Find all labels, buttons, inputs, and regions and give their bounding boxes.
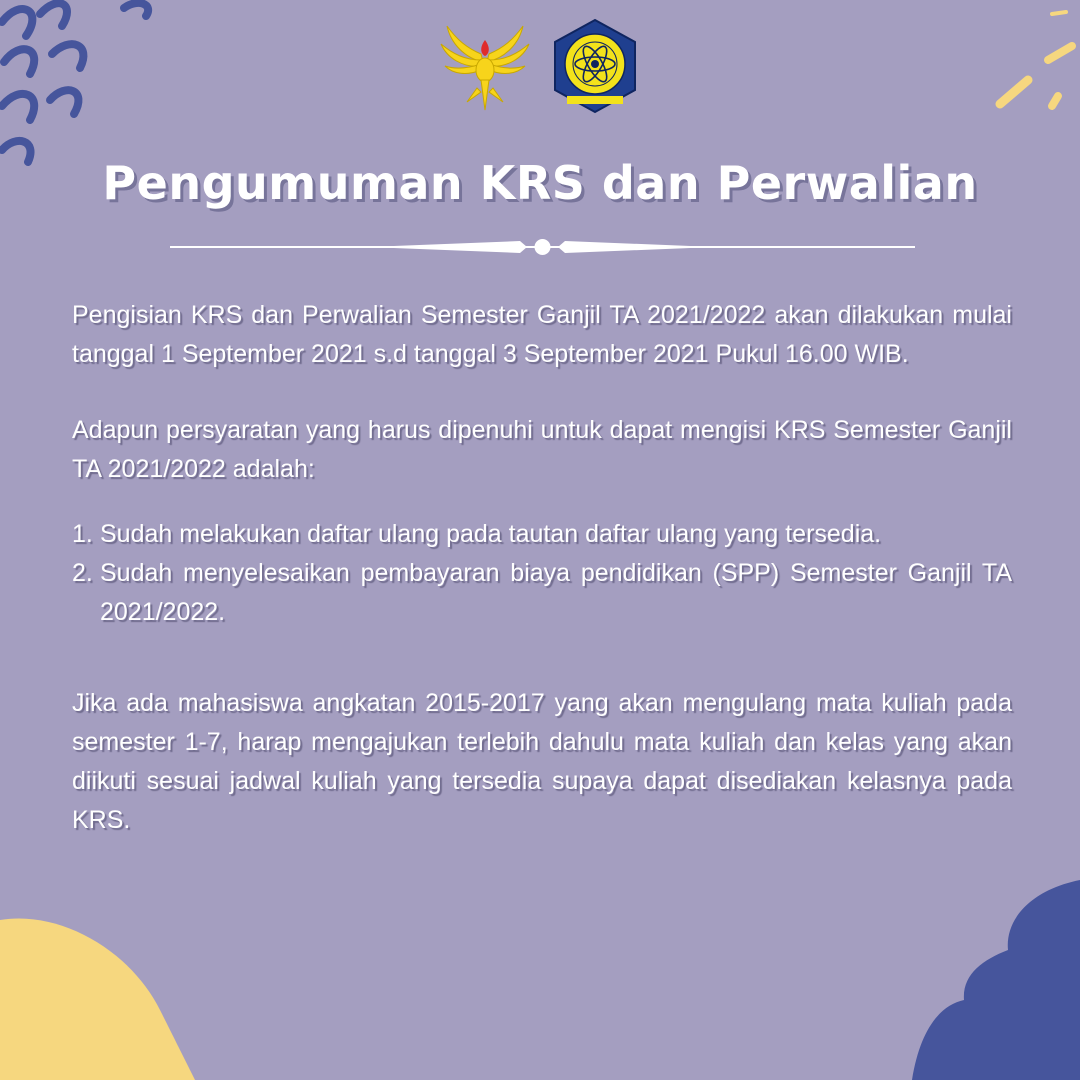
list-item-number: 2. xyxy=(72,559,93,587)
yellow-blob-decoration xyxy=(0,910,200,1080)
closing-paragraph: Jika ada mahasiswa angkatan 2015-2017 yang akan mengulang mata kuliah pada semester 1-7, harap mengajukan terlebih dahulu mata kuliah dan kelas yang akan diikuti sesuai jadwal kuliah yang tersedia supaya dapat disediakan kelasnya pada KRS. xyxy=(72,689,1012,834)
requirements-intro-paragraph: Adapun persyaratan yang harus dipenuhi untuk dapat mengisi KRS Semester Ganjil TA 2021/2022 adalah: xyxy=(72,416,1012,483)
list-item-number: 1. xyxy=(72,520,93,548)
atom-badge-icon xyxy=(547,18,643,114)
blue-blob-decoration xyxy=(900,880,1080,1080)
list-item-text: Sudah melakukan daftar ulang pada tautan daftar ulang yang tersedia. xyxy=(100,520,882,548)
list-item xyxy=(72,554,1012,632)
list-item-text: Sudah menyelesaikan pembayaran biaya pendidikan (SPP) Semester Ganjil TA 2021/2022. xyxy=(100,559,1012,626)
list-item xyxy=(72,515,1012,554)
himpunan-logo xyxy=(547,18,643,114)
emblem-logo xyxy=(437,18,533,114)
title-divider xyxy=(170,232,915,262)
requirements-list xyxy=(72,515,1012,632)
announcement-body xyxy=(72,296,1012,840)
intro-paragraph: Pengisian KRS dan Perwalian Semester Ganjil TA 2021/2022 akan dilakukan mulai tanggal 1 September 2021 s.d tanggal 3 September 2021 Pukul 16.00 WIB. xyxy=(72,301,1012,368)
page-title: Pengumuman KRS dan Perwalian xyxy=(102,156,978,210)
logo-row xyxy=(0,18,1080,114)
eagle-flame-emblem-icon xyxy=(437,18,533,114)
